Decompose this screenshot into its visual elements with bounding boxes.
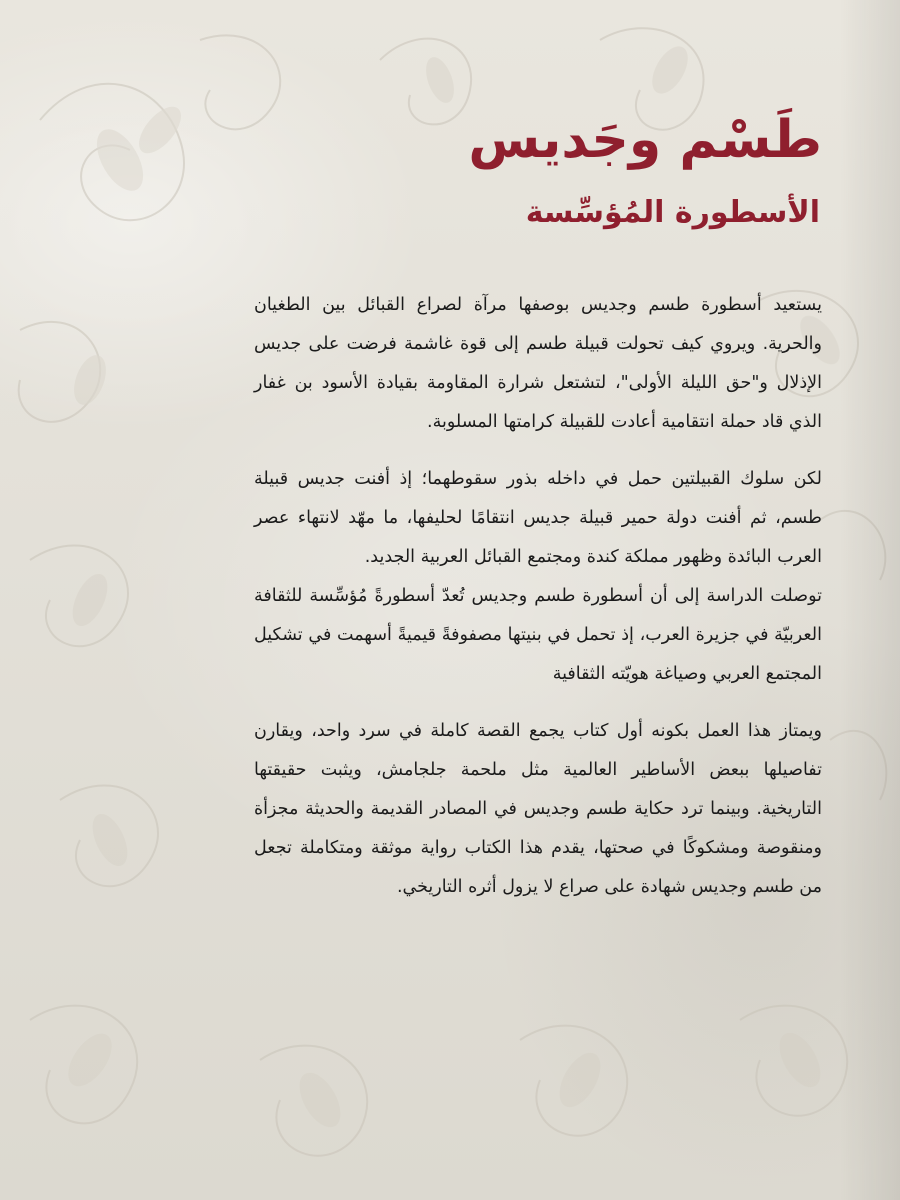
- blurb-text: [254, 286, 822, 907]
- page-edge-shadow: [840, 0, 900, 1200]
- blurb-paragraph-3: توصلت الدراسة إلى أن أسطورة طسم وجديس تُعدّ أسطورةً مُؤسِّسة للثقافة العربيّة في جزيرة العرب، إذ تحمل في بنيتها مصفوفةً قيميةً أسهمت في تشكيل المجتمع العربي وصياغة هويّته الثقافية: [254, 586, 822, 684]
- blurb-paragraph-4: ويمتاز هذا العمل بكونه أول كتاب يجمع القصة كاملة في سرد واحد، ويقارن تفاصيلها ببعض الأساطير العالمية مثل ملحمة جلجامش، ويثبت حقيقتها التاريخية. وبينما ترد حكاية طسم وجديس في المصادر القديمة والحديثة مجزأة ومنقوصة ومشكوكًا في صحتها، يقدم هذا الكتاب رواية موثقة ومتكاملة تجعل من طسم وجديس شهادة على صراع لا يزول أثره التاريخي.: [254, 721, 822, 897]
- blurb-paragraph-1: يستعيد أسطورة طسم وجديس بوصفها مرآة لصراع القبائل بين الطغيان والحرية. ويروي كيف تحولت قبيلة طسم إلى قوة غاشمة فرضت على جديس الإذلال و"حق الليلة الأولى"، لتشتعل شرارة المقاومة بقيادة الأسود بن غفار الذي قاد حملة انتقامية أعادت للقبيلة كرامتها المسلوبة.: [254, 295, 822, 432]
- book-subtitle: الأسطورة المُؤسِّسة: [525, 195, 820, 230]
- blurb-paragraph-2: لكن سلوك القبيلتين حمل في داخله بذور سقوطهما؛ إذ أفنت جديس قبيلة طسم، ثم أفنت دولة حمير قبيلة جديس انتقامًا لحليفها، ما مهّد لانتهاء عصر العرب البائدة وظهور مملكة كندة ومجتمع القبائل العربية الجديد.: [254, 469, 822, 567]
- book-title: طَسْم وجَديس: [468, 110, 822, 170]
